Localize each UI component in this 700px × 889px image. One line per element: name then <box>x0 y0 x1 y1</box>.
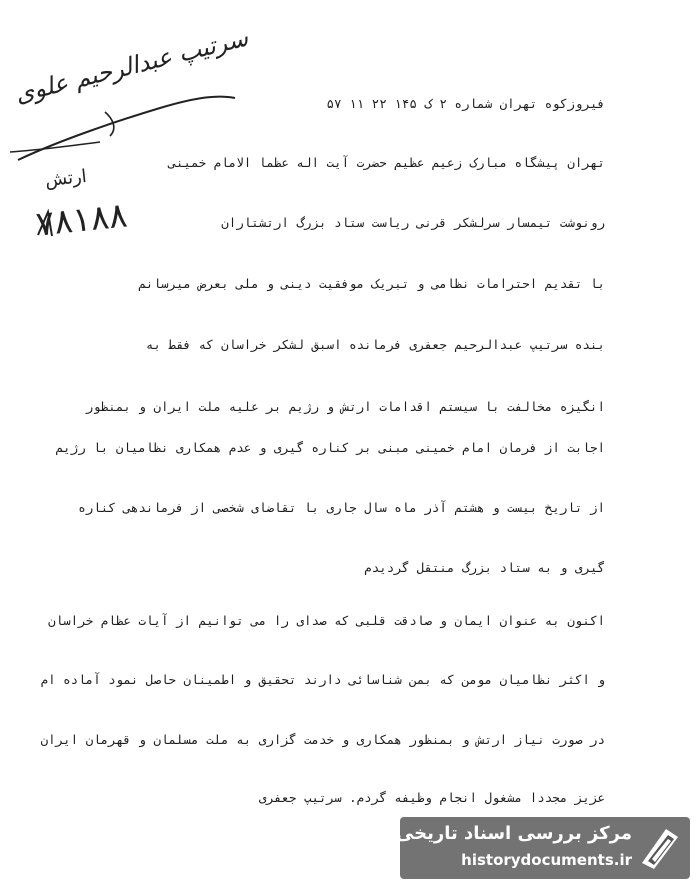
telegram-line: انگیزه مخالفت با سیستم اقدامات ارتش و رژیم بر علیه ملت ایران و بمنظور <box>85 399 605 414</box>
telegram-line: از تاریخ بیست و هشتم آذر ماه سال جاری با تقاضای شخصی از فرماندهی کناره <box>78 500 605 515</box>
telegram-line: رونوشت تیمسار سرلشکر قرنی ریاست ستاد بزرگ ارتشتاران <box>221 215 605 230</box>
handwritten-signature: سرتیپ عبدالرحیم علوی <box>12 23 251 109</box>
telegram-line: بنده سرتیپ عبدالرحیم جعفری فرمانده اسبق لشکر خراسان که فقط به <box>145 337 605 352</box>
telegram-header-line: فیروزکوه تهران شماره ۲ ک ۱۴۵ ۲۲ ۱۱ ۵۷ <box>326 96 605 111</box>
watermark-url: historydocuments.ir <box>461 851 632 869</box>
handwritten-number: ۷۸۱۸۸ <box>34 195 130 245</box>
archive-watermark <box>395 817 690 879</box>
handwritten-note: ارتش <box>44 165 88 192</box>
telegram-line: اجابت از فرمان امام خمینی مبنی بر کناره گیری و عدم همکاری نظامیان با رژیم <box>55 440 605 455</box>
telegram-line: تهران پیشگاه مبارک زعیم عظیم حضرت آیت اله عظما الامام خمینی <box>168 155 605 170</box>
watermark-title: مرکز بررسی اسناد تاریخی <box>395 823 632 844</box>
telegram-line: عزیز مجددا مشغول انجام وظیفه گردم. سرتیپ جعفری <box>258 790 605 805</box>
telegram-line: اکنون به عنوان ایمان و صادقت قلبی که صدای را می توانیم از آیات عظام خراسان <box>48 613 605 628</box>
book-logo-icon <box>636 823 684 873</box>
telegram-line: با تقدیم احترامات نظامی و تبریک موفقیت دینی و ملی بعرض میرسانم <box>138 276 605 291</box>
telegram-line: در صورت نیاز ارتش و بمنظور همکاری و خدمت گزاری به ملت مسلمان و قهرمان ایران <box>40 732 605 747</box>
telegram-line: گیری و به ستاد بزرگ منتقل گردیدم <box>364 560 605 575</box>
telegram-line: و اکثر نظامیان مومن که بمن شناسائی دارند تحقیق و اطمینان حاصل نمود آماده ام <box>40 672 605 687</box>
